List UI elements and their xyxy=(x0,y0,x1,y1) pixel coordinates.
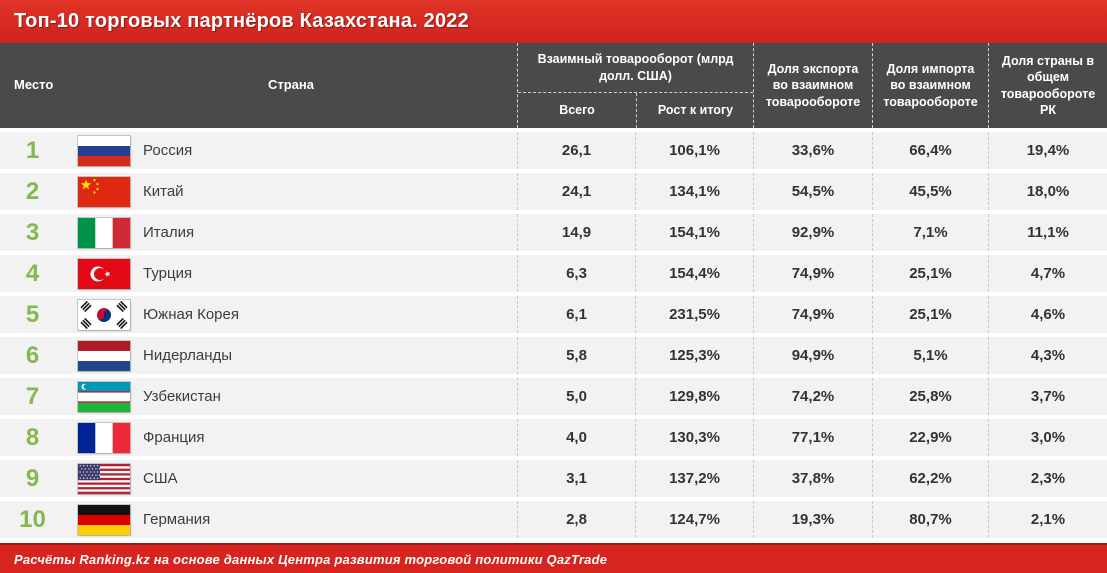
import-share-value: 62,2% xyxy=(872,460,988,497)
country-share-value: 2,1% xyxy=(988,501,1107,538)
rank-cell: 6 xyxy=(25,341,40,369)
country-share-value: 18,0% xyxy=(988,173,1107,210)
growth-value: 129,8% xyxy=(635,378,753,415)
col-group-turnover-title: Взаимный товарооборот (млрд долл. США) xyxy=(518,43,753,93)
country-name: Южная Корея xyxy=(143,306,239,323)
col-header-import-share: Доля импорта во взаимном товарообороте xyxy=(872,43,988,128)
country-cell xyxy=(65,423,517,453)
germany-flag-icon xyxy=(78,505,130,535)
rank-cell: 8 xyxy=(25,423,40,451)
france-flag-icon xyxy=(78,423,130,453)
total-value: 6,3 xyxy=(517,255,635,292)
country-share-value: 3,0% xyxy=(988,419,1107,456)
growth-value: 106,1% xyxy=(635,132,753,169)
col-header-country: Страна xyxy=(267,77,314,93)
import-share-value: 22,9% xyxy=(872,419,988,456)
total-value: 24,1 xyxy=(517,173,635,210)
table-header xyxy=(0,43,1107,128)
import-share-value: 25,1% xyxy=(872,296,988,333)
table-row xyxy=(0,460,1107,497)
country-cell xyxy=(65,464,517,494)
col-group-turnover-subheaders xyxy=(518,93,753,128)
rank-cell: 1 xyxy=(25,136,40,164)
col-header-country-share: Доля страны в общем товарообороте РК xyxy=(988,43,1107,128)
country-name: Узбекистан xyxy=(143,388,221,405)
total-value: 3,1 xyxy=(517,460,635,497)
growth-value: 137,2% xyxy=(635,460,753,497)
import-share-value: 80,7% xyxy=(872,501,988,538)
export-share-value: 37,8% xyxy=(753,460,872,497)
russia-flag-icon xyxy=(78,136,130,166)
country-cell xyxy=(65,341,517,371)
import-share-value: 45,5% xyxy=(872,173,988,210)
table-row xyxy=(0,419,1107,456)
import-share-value: 5,1% xyxy=(872,337,988,374)
growth-value: 231,5% xyxy=(635,296,753,333)
table-row xyxy=(0,296,1107,333)
total-value: 26,1 xyxy=(517,132,635,169)
export-share-value: 92,9% xyxy=(753,214,872,251)
southkorea-flag-icon xyxy=(78,300,130,330)
import-share-value: 66,4% xyxy=(872,132,988,169)
export-share-value: 77,1% xyxy=(753,419,872,456)
export-share-value: 33,6% xyxy=(753,132,872,169)
table-row xyxy=(0,173,1107,210)
rank-cell: 7 xyxy=(25,382,40,410)
turkey-flag-icon xyxy=(78,259,130,289)
import-share-value: 25,1% xyxy=(872,255,988,292)
table-row xyxy=(0,337,1107,374)
country-name: Нидерланды xyxy=(143,347,233,364)
country-cell xyxy=(65,382,517,412)
growth-value: 125,3% xyxy=(635,337,753,374)
rank-cell: 10 xyxy=(19,505,46,533)
country-share-value: 4,3% xyxy=(988,337,1107,374)
col-header-export-share: Доля экспорта во взаимном товарообороте xyxy=(753,43,872,128)
total-value: 14,9 xyxy=(517,214,635,251)
table-row xyxy=(0,132,1107,169)
china-flag-icon xyxy=(78,177,130,207)
col-group-turnover xyxy=(517,43,753,128)
country-cell xyxy=(65,505,517,535)
country-cell xyxy=(65,136,517,166)
usa-flag-icon xyxy=(78,464,130,494)
netherlands-flag-icon xyxy=(78,341,130,371)
rank-cell: 3 xyxy=(25,218,40,246)
col-header-rank: Место xyxy=(14,77,54,93)
growth-value: 134,1% xyxy=(635,173,753,210)
import-share-value: 7,1% xyxy=(872,214,988,251)
page-title: Топ-10 торговых партнёров Казахстана. 2022 xyxy=(14,10,469,32)
country-name: Турция xyxy=(143,265,193,282)
rank-cell: 5 xyxy=(25,300,40,328)
table-row xyxy=(0,501,1107,538)
italy-flag-icon xyxy=(78,218,130,248)
country-share-value: 3,7% xyxy=(988,378,1107,415)
country-name: Россия xyxy=(143,142,193,159)
table-body xyxy=(0,128,1107,543)
export-share-value: 94,9% xyxy=(753,337,872,374)
uzbekistan-flag-icon xyxy=(78,382,130,412)
total-value: 4,0 xyxy=(517,419,635,456)
country-name: Китай xyxy=(143,183,184,200)
rank-cell: 2 xyxy=(25,177,40,205)
total-value: 2,8 xyxy=(517,501,635,538)
export-share-value: 54,5% xyxy=(753,173,872,210)
country-name: Италия xyxy=(143,224,195,241)
export-share-value: 74,9% xyxy=(753,296,872,333)
export-share-value: 74,9% xyxy=(753,255,872,292)
growth-value: 130,3% xyxy=(635,419,753,456)
table-row xyxy=(0,255,1107,292)
table-row xyxy=(0,378,1107,415)
country-cell xyxy=(65,177,517,207)
country-cell xyxy=(65,259,517,289)
rank-cell: 9 xyxy=(25,464,40,492)
export-share-value: 74,2% xyxy=(753,378,872,415)
country-name: Германия xyxy=(143,511,211,528)
growth-value: 154,1% xyxy=(635,214,753,251)
total-value: 5,8 xyxy=(517,337,635,374)
table-row xyxy=(0,214,1107,251)
country-cell xyxy=(65,300,517,330)
col-header-total: Всего xyxy=(559,103,595,118)
col-header-growth: Рост к итогу xyxy=(636,93,754,128)
total-value: 5,0 xyxy=(517,378,635,415)
export-share-value: 19,3% xyxy=(753,501,872,538)
country-name: Франция xyxy=(143,429,205,446)
growth-value: 124,7% xyxy=(635,501,753,538)
growth-value: 154,4% xyxy=(635,255,753,292)
country-share-value: 4,7% xyxy=(988,255,1107,292)
title-bar xyxy=(0,0,1107,43)
footer-bar xyxy=(0,543,1107,573)
rank-cell: 4 xyxy=(25,259,40,287)
total-value: 6,1 xyxy=(517,296,635,333)
country-name: США xyxy=(143,470,178,487)
import-share-value: 25,8% xyxy=(872,378,988,415)
country-share-value: 11,1% xyxy=(988,214,1107,251)
country-share-value: 19,4% xyxy=(988,132,1107,169)
source-note: Расчёты Ranking.kz на основе данных Центра развития торговой политики QazTrade xyxy=(14,551,608,567)
country-share-value: 4,6% xyxy=(988,296,1107,333)
country-cell xyxy=(65,218,517,248)
country-share-value: 2,3% xyxy=(988,460,1107,497)
